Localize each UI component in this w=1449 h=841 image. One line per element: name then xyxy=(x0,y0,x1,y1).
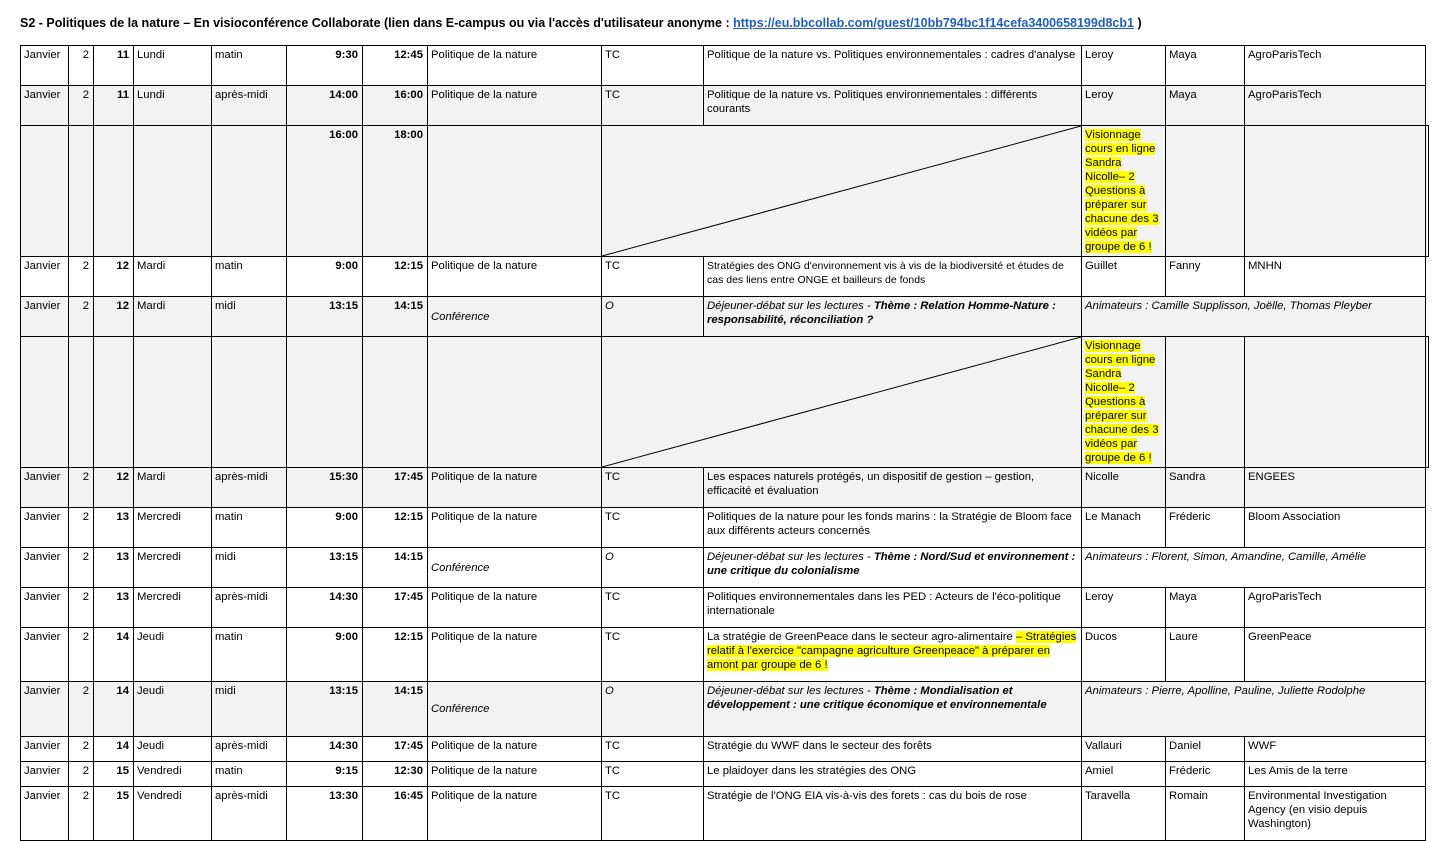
firstname-cell: Maya xyxy=(1166,86,1245,126)
heading-suffix: ) xyxy=(1133,16,1142,30)
organisation-cell xyxy=(1426,126,1429,257)
type-cell: TC xyxy=(602,86,704,126)
topic-cell: Politiques de la nature pour les fonds marins : la Stratégie de Bloom face aux différents acteurs concernés xyxy=(704,508,1082,548)
module-cell: Politique de la nature xyxy=(428,257,602,297)
topic-main: La stratégie de GreenPeace dans le secteur agro-alimentaire xyxy=(707,631,1016,643)
firstname-cell xyxy=(1245,126,1426,257)
start-time-cell: 13:15 xyxy=(287,297,363,337)
topic-cell: Politique de la nature vs. Politiques environnementales : différents courants xyxy=(704,86,1082,126)
topic-intro: Déjeuner-débat sur les lectures - xyxy=(707,685,874,697)
topic-theme: Thème : Nord/Sud et environnement : une critique du colonialisme xyxy=(707,551,1076,577)
day-cell: 15 xyxy=(94,762,134,787)
slot-cell: matin xyxy=(212,508,287,548)
firstname-cell: Sandra xyxy=(1166,468,1245,508)
topic-cell xyxy=(1082,337,1166,468)
day-cell: 14 xyxy=(94,628,134,682)
table-row xyxy=(21,787,1429,841)
lastname-cell: Leroy xyxy=(1082,588,1166,628)
week-cell: 2 xyxy=(69,508,94,548)
topic-highlight: – Stratégies relatif à l'exercice "campagne agriculture Greenpeace" à préparer en amont par groupe de 6 ! xyxy=(707,631,1077,671)
organisation-cell: Les Amis de la terre xyxy=(1245,762,1426,787)
end-time-cell: 16:00 xyxy=(363,86,428,126)
organisation-cell: WWF xyxy=(1245,737,1426,762)
module-cell: Conférence xyxy=(428,682,602,737)
end-time-cell: 17:45 xyxy=(363,468,428,508)
week-cell xyxy=(69,126,94,257)
module-cell: Politique de la nature xyxy=(428,46,602,86)
end-time-cell: 12:15 xyxy=(363,628,428,682)
week-cell xyxy=(69,337,94,468)
lastname-cell: Leroy xyxy=(1082,46,1166,86)
table-row xyxy=(21,588,1429,628)
slot-cell xyxy=(212,337,287,468)
diagonal-cell xyxy=(602,337,1082,468)
type-cell: TC xyxy=(602,628,704,682)
end-time-cell: 17:45 xyxy=(363,737,428,762)
lastname-cell: Amiel xyxy=(1082,762,1166,787)
firstname-cell: Fréderic xyxy=(1166,762,1245,787)
start-time-cell: 15:30 xyxy=(287,468,363,508)
module-cell: Conférence xyxy=(428,297,602,337)
end-time-cell: 12:30 xyxy=(363,762,428,787)
month-cell: Janvier xyxy=(21,548,69,588)
table-row xyxy=(21,762,1429,787)
month-cell: Janvier xyxy=(21,508,69,548)
weekday-cell: Mardi xyxy=(134,468,212,508)
weekday-cell: Vendredi xyxy=(134,787,212,841)
table-row xyxy=(21,737,1429,762)
weekday-cell: Jeudi xyxy=(134,682,212,737)
slot-cell: après-midi xyxy=(212,86,287,126)
table-row xyxy=(21,628,1429,682)
topic-cell: Le plaidoyer dans les stratégies des ONG xyxy=(704,762,1082,787)
week-cell: 2 xyxy=(69,46,94,86)
document-heading xyxy=(20,16,1440,30)
start-time-cell: 9:00 xyxy=(287,257,363,297)
collaborate-link[interactable]: https://eu.bbcollab.com/guest/10bb794bc1f14cefa3400658199d8cb1 xyxy=(733,16,1134,30)
day-cell: 12 xyxy=(94,468,134,508)
animators-cell: Animateurs : Pierre, Apolline, Pauline, Juliette Rodolphe xyxy=(1082,682,1426,737)
day-cell xyxy=(94,126,134,257)
module-cell xyxy=(428,337,602,468)
month-cell: Janvier xyxy=(21,787,69,841)
start-time-cell: 14:30 xyxy=(287,588,363,628)
slot-cell: après-midi xyxy=(212,588,287,628)
organisation-cell xyxy=(1426,337,1429,468)
topic-theme: Thème : Mondialisation et développement : une critique économique et environnementale xyxy=(707,685,1047,711)
type-cell: TC xyxy=(602,46,704,86)
weekday-cell: Vendredi xyxy=(134,762,212,787)
month-cell: Janvier xyxy=(21,737,69,762)
week-cell: 2 xyxy=(69,682,94,737)
firstname-cell: Fréderic xyxy=(1166,508,1245,548)
day-cell xyxy=(94,337,134,468)
day-cell: 13 xyxy=(94,588,134,628)
topic-cell xyxy=(1082,126,1166,257)
organisation-cell: Bloom Association xyxy=(1245,508,1426,548)
table-row xyxy=(21,126,1429,257)
end-time-cell: 14:15 xyxy=(363,548,428,588)
table-row xyxy=(21,337,1429,468)
week-cell: 2 xyxy=(69,257,94,297)
start-time-cell: 9:00 xyxy=(287,628,363,682)
topic-cell xyxy=(704,682,1082,737)
topic-cell: Stratégie de l'ONG EIA vis-à-vis des forets : cas du bois de rose xyxy=(704,787,1082,841)
lastname-cell: Leroy xyxy=(1082,86,1166,126)
table-row xyxy=(21,46,1429,86)
module-cell: Conférence xyxy=(428,548,602,588)
module-cell: Politique de la nature xyxy=(428,508,602,548)
module-cell xyxy=(428,126,602,257)
module-cell: Politique de la nature xyxy=(428,628,602,682)
topic-cell xyxy=(704,548,1082,588)
type-cell: TC xyxy=(602,508,704,548)
lastname-cell: Taravella xyxy=(1082,787,1166,841)
topic-cell xyxy=(704,628,1082,682)
month-cell: Janvier xyxy=(21,762,69,787)
month-cell: Janvier xyxy=(21,588,69,628)
slot-cell: après-midi xyxy=(212,737,287,762)
firstname-cell: Maya xyxy=(1166,588,1245,628)
topic-cell: Politique de la nature vs. Politiques environnementales : cadres d'analyse xyxy=(704,46,1082,86)
type-cell: TC xyxy=(602,737,704,762)
end-time-cell xyxy=(363,337,428,468)
type-cell: TC xyxy=(602,588,704,628)
table-row xyxy=(21,257,1429,297)
video-note: Visionnage cours en ligne Sandra Nicolle– 2 Questions à préparer sur chacune des 3 vidéos par groupe de 6 ! xyxy=(1085,340,1159,464)
month-cell: Janvier xyxy=(21,297,69,337)
diagonal-cell xyxy=(602,126,1082,257)
schedule-table xyxy=(20,45,1429,841)
week-cell: 2 xyxy=(69,548,94,588)
module-cell: Politique de la nature xyxy=(428,737,602,762)
week-cell: 2 xyxy=(69,787,94,841)
start-time-cell: 9:30 xyxy=(287,46,363,86)
topic-cell: Les espaces naturels protégés, un dispositif de gestion – gestion, efficacité et évaluation xyxy=(704,468,1082,508)
topic-cell: Politiques environnementales dans les PED : Acteurs de l'éco-politique internationale xyxy=(704,588,1082,628)
weekday-cell: Lundi xyxy=(134,86,212,126)
day-cell: 12 xyxy=(94,297,134,337)
weekday-cell: Mercredi xyxy=(134,548,212,588)
slot-cell: matin xyxy=(212,257,287,297)
module-cell: Politique de la nature xyxy=(428,86,602,126)
week-cell: 2 xyxy=(69,86,94,126)
weekday-cell: Lundi xyxy=(134,46,212,86)
end-time-cell: 17:45 xyxy=(363,588,428,628)
month-cell: Janvier xyxy=(21,468,69,508)
organisation-cell: AgroParisTech xyxy=(1245,46,1426,86)
end-time-cell: 14:15 xyxy=(363,682,428,737)
lastname-cell xyxy=(1166,337,1245,468)
firstname-cell: Romain xyxy=(1166,787,1245,841)
heading-text: S2 - Politiques de la nature – En visioconférence Collaborate (lien dans E-campus ou via l'accès d'utilisateur anonyme : xyxy=(20,16,734,30)
day-cell: 11 xyxy=(94,46,134,86)
organisation-cell: MNHN xyxy=(1245,257,1426,297)
week-cell: 2 xyxy=(69,297,94,337)
slot-cell xyxy=(212,126,287,257)
end-time-cell: 16:45 xyxy=(363,787,428,841)
end-time-cell: 14:15 xyxy=(363,297,428,337)
weekday-cell: Jeudi xyxy=(134,628,212,682)
start-time-cell: 16:00 xyxy=(287,126,363,257)
animators-cell: Animateurs : Camille Supplisson, Joëlle, Thomas Pleyber xyxy=(1082,297,1426,337)
month-cell: Janvier xyxy=(21,682,69,737)
slot-cell: midi xyxy=(212,297,287,337)
module-cell: Politique de la nature xyxy=(428,588,602,628)
video-note: Visionnage cours en ligne Sandra Nicolle– 2 Questions à préparer sur chacune des 3 vidéos par groupe de 6 ! xyxy=(1085,129,1159,253)
day-cell: 13 xyxy=(94,548,134,588)
table-row xyxy=(21,468,1429,508)
module-cell: Politique de la nature xyxy=(428,468,602,508)
end-time-cell: 12:15 xyxy=(363,257,428,297)
start-time-cell: 14:00 xyxy=(287,86,363,126)
lastname-cell: Vallauri xyxy=(1082,737,1166,762)
slot-cell: midi xyxy=(212,682,287,737)
topic-intro: Déjeuner-débat sur les lectures - xyxy=(707,551,874,563)
start-time-cell: 14:30 xyxy=(287,737,363,762)
lastname-cell: Le Manach xyxy=(1082,508,1166,548)
slot-cell: après-midi xyxy=(212,468,287,508)
module-cell: Politique de la nature xyxy=(428,762,602,787)
slot-cell: matin xyxy=(212,762,287,787)
start-time-cell: 13:15 xyxy=(287,548,363,588)
type-cell: TC xyxy=(602,762,704,787)
end-time-cell: 18:00 xyxy=(363,126,428,257)
table-row xyxy=(21,508,1429,548)
month-cell xyxy=(21,126,69,257)
topic-theme: Thème : Relation Homme-Nature : responsabilité, réconciliation ? xyxy=(707,300,1056,326)
type-cell: O xyxy=(602,548,704,588)
start-time-cell: 13:30 xyxy=(287,787,363,841)
lastname-cell: Guillet xyxy=(1082,257,1166,297)
firstname-cell: Laure xyxy=(1166,628,1245,682)
month-cell: Janvier xyxy=(21,46,69,86)
end-time-cell: 12:15 xyxy=(363,508,428,548)
type-cell: O xyxy=(602,682,704,737)
diagonal-line xyxy=(602,337,1081,467)
slot-cell: matin xyxy=(212,46,287,86)
organisation-cell: GreenPeace xyxy=(1245,628,1426,682)
weekday-cell: Mercredi xyxy=(134,508,212,548)
topic-cell xyxy=(704,297,1082,337)
firstname-cell: Fanny xyxy=(1166,257,1245,297)
slot-cell: après-midi xyxy=(212,787,287,841)
start-time-cell: 9:15 xyxy=(287,762,363,787)
day-cell: 14 xyxy=(94,682,134,737)
table-row xyxy=(21,548,1429,588)
day-cell: 12 xyxy=(94,257,134,297)
table-row xyxy=(21,86,1429,126)
type-cell: TC xyxy=(602,257,704,297)
week-cell: 2 xyxy=(69,737,94,762)
table-row xyxy=(21,682,1429,737)
firstname-cell: Maya xyxy=(1166,46,1245,86)
organisation-cell: AgroParisTech xyxy=(1245,588,1426,628)
module-cell: Politique de la nature xyxy=(428,787,602,841)
topic-intro: Déjeuner-débat sur les lectures - xyxy=(707,300,874,312)
month-cell: Janvier xyxy=(21,86,69,126)
weekday-cell xyxy=(134,337,212,468)
lastname-cell xyxy=(1166,126,1245,257)
lastname-cell: Ducos xyxy=(1082,628,1166,682)
firstname-cell xyxy=(1245,337,1426,468)
organisation-cell: Environmental Investigation Agency (en visio depuis Washington) xyxy=(1245,787,1426,841)
slot-cell: midi xyxy=(212,548,287,588)
start-time-cell: 9:00 xyxy=(287,508,363,548)
organisation-cell: AgroParisTech xyxy=(1245,86,1426,126)
lastname-cell: Nicolle xyxy=(1082,468,1166,508)
day-cell: 14 xyxy=(94,737,134,762)
weekday-cell: Mardi xyxy=(134,257,212,297)
topic-cell: Stratégies des ONG d'environnement vis à vis de la biodiversité et études de cas des liens entre ONGE et bailleurs de fonds xyxy=(704,257,1082,297)
diagonal-line xyxy=(602,126,1081,256)
animators-cell: Animateurs : Florent, Simon, Amandine, Camille, Amélie xyxy=(1082,548,1426,588)
week-cell: 2 xyxy=(69,588,94,628)
month-cell xyxy=(21,337,69,468)
end-time-cell: 12:45 xyxy=(363,46,428,86)
month-cell: Janvier xyxy=(21,257,69,297)
day-cell: 15 xyxy=(94,787,134,841)
organisation-cell: ENGEES xyxy=(1245,468,1426,508)
week-cell: 2 xyxy=(69,468,94,508)
weekday-cell: Mardi xyxy=(134,297,212,337)
day-cell: 11 xyxy=(94,86,134,126)
day-cell: 13 xyxy=(94,508,134,548)
weekday-cell xyxy=(134,126,212,257)
start-time-cell: 13:15 xyxy=(287,682,363,737)
firstname-cell: Daniel xyxy=(1166,737,1245,762)
topic-cell: Stratégie du WWF dans le secteur des forêts xyxy=(704,737,1082,762)
table-row xyxy=(21,297,1429,337)
type-cell: TC xyxy=(602,787,704,841)
type-cell: TC xyxy=(602,468,704,508)
month-cell: Janvier xyxy=(21,628,69,682)
start-time-cell xyxy=(287,337,363,468)
weekday-cell: Mercredi xyxy=(134,588,212,628)
week-cell: 2 xyxy=(69,628,94,682)
week-cell: 2 xyxy=(69,762,94,787)
slot-cell: matin xyxy=(212,628,287,682)
weekday-cell: Jeudi xyxy=(134,737,212,762)
type-cell: O xyxy=(602,297,704,337)
